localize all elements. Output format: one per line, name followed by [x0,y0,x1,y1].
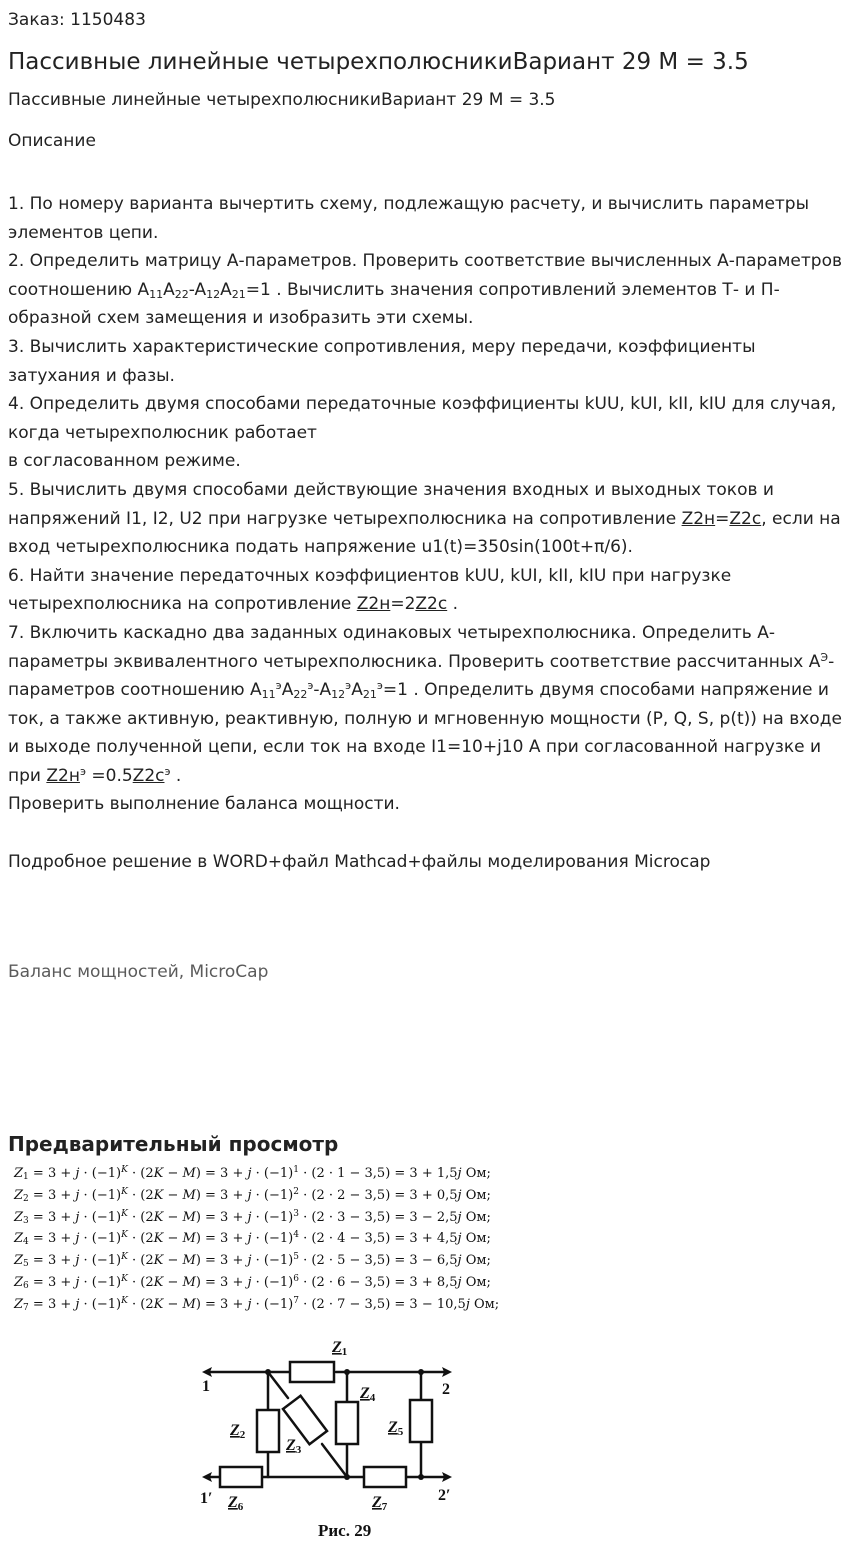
resistor-z4 [336,1402,358,1444]
resistor-z6 [220,1467,262,1487]
task-4: 4. Определить двумя способами передаточные коэффициенты kUU, kUI, kII, kIU для случая, когда четырехполюсник работает в согласованном режиме. [8,394,837,472]
node [418,1474,424,1480]
page-subtitle: Пассивные линейные четырехполюсникиВариант 29 М = 3.5 [8,90,556,110]
resistor-z1 [290,1362,334,1382]
task-5: 5. Вычислить двумя способами действующие значения входных и выходных токов и напряжений I1, I2, U2 при нагрузке четырехполюсника на сопротивление Z2н=Z2с, если на вход четырехполюсника подать напряжение u1(t)=350sin(100t+π/6). [8,479,841,558]
z2n-term: Z2н [46,765,80,786]
node [418,1369,424,1375]
figure-caption: Рис. 29 [318,1521,372,1540]
task-2: 2. Определить матрицу А-параметров. Проверить соответствие вычисленных А-параметров соотношению $A_{11}A_{22}-A_{12}A_{21}=1$ . Вычислить значения сопротивлений элементов Т- и П-образной схем замещения и изобразить эти схемы. [8,251,843,329]
label-z5: Z5 [388,1419,404,1438]
terminal-1p-label: 1′ [200,1490,213,1507]
resistor-z5 [410,1400,432,1442]
resistor-z2 [257,1410,279,1452]
description-body [8,190,844,876]
label-z6: Z6 [228,1494,244,1513]
page-title: Пассивные линейные четырехполюсникиВариант 29 М = 3.5 [8,49,749,75]
order-number: Заказ: 1150483 [8,10,146,30]
formula-row: $Z_3 = 3 + j \cdot (-1)^K \cdot (2K - M) = 3 + j \cdot (-1)^3 \cdot (2 \cdot 3 - 3,5) = 3 - 2,5j$ Ом; [14,1208,491,1226]
formula-row: $Z_1 = 3 + j \cdot (-1)^K \cdot (2K - M) = 3 + j \cdot (-1)^1 \cdot (2 \cdot 1 - 3,5) = 3 + 1,5j$ Ом; [14,1165,491,1182]
node [265,1369,271,1375]
z2c-term: Z2с [729,508,762,529]
label-z2: Z2 [230,1422,246,1441]
formula-row: $Z_2 = 3 + j \cdot (-1)^K \cdot (2K - M) = 3 + j \cdot (-1)^2 \cdot (2 \cdot 2 - 3,5) = 3 + 0,5j$ Ом; [14,1186,491,1204]
formula-row: $Z_4 = 3 + j \cdot (-1)^K \cdot (2K - M) = 3 + j \cdot (-1)^4 \cdot (2 \cdot 4 - 3,5) = 3 + 4,5j$ Ом; [14,1230,491,1248]
label-z1: Z1 [332,1339,348,1358]
circuit-diagram [190,1330,480,1520]
label-z3: Z3 [286,1437,302,1456]
formula-row: $Z_5 = 3 + j \cdot (-1)^K \cdot (2K - M) = 3 + j \cdot (-1)^5 \cdot (2 \cdot 5 - 3,5) = 3 - 6,5j$ Ом; [14,1252,491,1270]
node [344,1474,350,1480]
task-6: 6. Найти значение передаточных коэффициентов kUU, kUI, kII, kIU при нагрузке четырехполюсника на сопротивление Z2н=2Z2с . [8,565,732,615]
task-3: 3. Вычислить характеристические сопротивления, меру передачи, коэффициенты затухания и фазы. [8,336,756,386]
formula-list [14,1163,554,1316]
terminal-2-label: 2 [442,1381,450,1398]
label-z7: Z7 [372,1494,388,1513]
z2c-term: Z2с [132,765,165,786]
formula-row: $Z_6 = 3 + j \cdot (-1)^K \cdot (2K - M) = 3 + j \cdot (-1)^6 \cdot (2 \cdot 6 - 3,5) = 3 + 8,5j$ Ом; [14,1273,491,1291]
label-z4: Z4 [360,1385,376,1404]
z2c-term: Z2с [415,594,448,615]
resistor-z7 [364,1467,406,1487]
task-7: 7. Включить каскадно два заданных одинаковых четырехполюсника. Определить А-параметры эквивалентного четырехполюсника. Проверить соответствие рассчитанных $А^Э$-параметров соотношению $A_{11}^эA_{22}^э-A_{12}^эA_{21}^э=1$ . Определить двумя способами напряжение и ток, а также активную, реактивную, полную и мгновенную мощности (P, Q, S, p(t)) на входе и выходе полученной цепи, если ток на входе I1=10+j10 А при согласованной нагрузке и при $Z2н^э =0.5Z2с^э$ . Проверить выполнение баланса мощности. [8,622,842,815]
description-label: Описание [8,131,96,151]
node [344,1369,350,1375]
formula-row: $Z_7 = 3 + j \cdot (-1)^K \cdot (2K - M) = 3 + j \cdot (-1)^7 \cdot (2 \cdot 7 - 3,5) = 3 - 10,5j$ Ом; [14,1295,500,1313]
terminal-2p-label: 2′ [438,1487,451,1504]
preview-heading: Предварительный просмотр [8,1132,339,1156]
task-1: 1. По номеру варианта вычертить схему, подлежащую расчету, и вычислить параметры элементов цепи. [8,194,810,243]
solution-note: Подробное решение в WORD+файл Mathcad+файлы моделирования Microcap [8,851,711,872]
z2n-term: Z2н [356,594,391,615]
tags[interactable]: Баланс мощностей, MicroCap [8,962,269,982]
z2n-term: Z2н [681,508,716,529]
terminal-1-label: 1 [202,1378,210,1395]
